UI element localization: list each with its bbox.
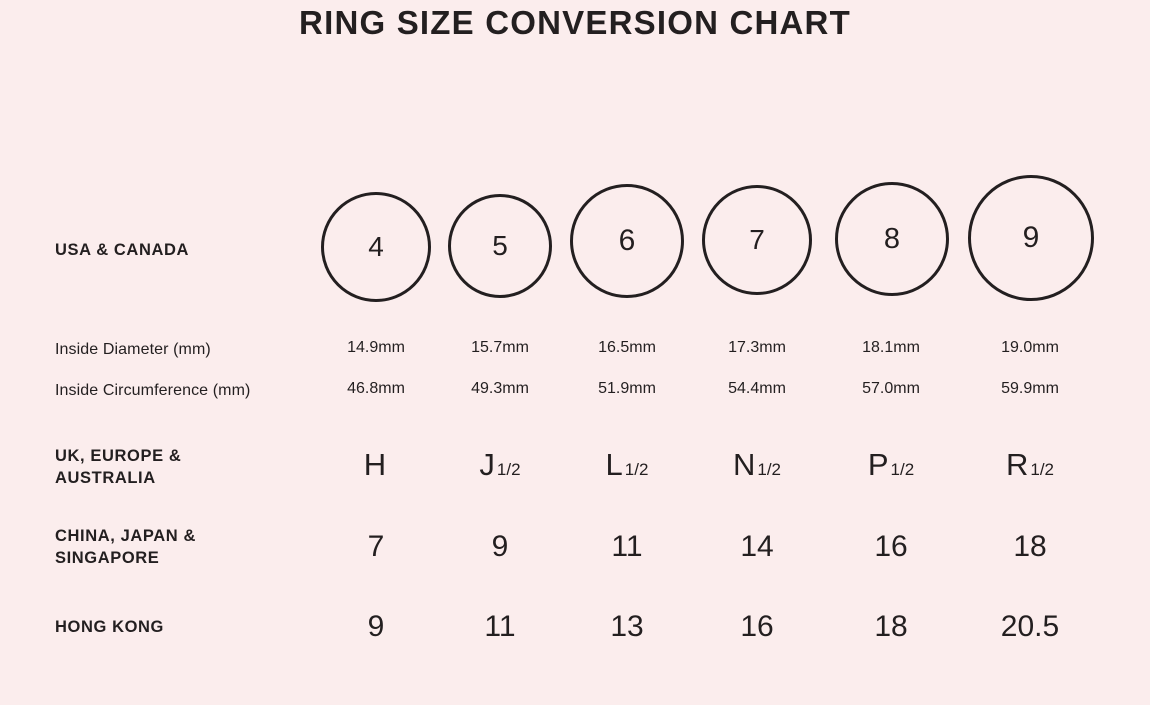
uk-size-value <box>733 447 781 483</box>
hong-kong-size-value: 9 <box>367 610 385 643</box>
china-size-value: 9 <box>491 530 509 563</box>
uk-size-fraction: 1/2 <box>757 460 782 479</box>
uk-size-value <box>868 447 914 483</box>
ring-size-conversion-chart <box>0 42 1150 662</box>
hong-kong-size-value: 18 <box>874 610 908 643</box>
row-label-inside-circumference: Inside Circumference (mm) <box>55 382 251 399</box>
page-title: RING SIZE CONVERSION CHART <box>299 4 851 41</box>
hong-kong-size-value: 16 <box>740 610 774 643</box>
china-size-value: 11 <box>611 530 643 563</box>
row-label-inside-diameter: Inside Diameter (mm) <box>55 341 211 358</box>
usa-canada-size-circle: 5 <box>448 194 552 298</box>
uk-size-value <box>364 447 388 483</box>
china-size-value: 14 <box>740 530 774 563</box>
inside-circumference-value: 51.9mm <box>598 380 656 397</box>
uk-size-value <box>479 447 520 483</box>
uk-size-letter: L <box>605 447 623 482</box>
row-label-uk-europe-australia: UK, EUROPE & AUSTRALIA <box>55 447 182 488</box>
uk-size-fraction: 1/2 <box>496 460 521 479</box>
inside-diameter-value: 14.9mm <box>347 339 405 356</box>
row-label-hong-kong: HONG KONG <box>55 618 164 636</box>
uk-size-value <box>1006 447 1054 483</box>
inside-circumference-value: 59.9mm <box>1001 380 1059 397</box>
inside-circumference-value: 57.0mm <box>862 380 920 397</box>
hong-kong-size-value: 13 <box>610 610 644 643</box>
usa-canada-size-circle: 4 <box>321 192 431 302</box>
inside-diameter-value: 19.0mm <box>1001 339 1059 356</box>
uk-size-fraction: 1/2 <box>1030 460 1055 479</box>
inside-circumference-value: 46.8mm <box>347 380 405 397</box>
usa-canada-size-circle: 7 <box>702 185 812 295</box>
inside-circumference-value: 49.3mm <box>471 380 529 397</box>
china-size-value: 16 <box>874 530 908 563</box>
row-label-china-japan-singapore: CHINA, JAPAN & SINGAPORE <box>55 527 197 568</box>
inside-diameter-value: 17.3mm <box>728 339 786 356</box>
hong-kong-size-value: 11 <box>484 610 516 643</box>
usa-canada-size-circle: 6 <box>570 184 684 298</box>
usa-canada-size-circle: 8 <box>835 182 949 296</box>
uk-size-letter: N <box>732 447 756 482</box>
inside-diameter-value: 16.5mm <box>598 339 656 356</box>
uk-size-letter: R <box>1005 447 1029 482</box>
inside-diameter-value: 18.1mm <box>862 339 920 356</box>
inside-diameter-value: 15.7mm <box>471 339 529 356</box>
uk-size-fraction: 1/2 <box>890 460 915 479</box>
uk-size-letter: J <box>479 447 495 482</box>
usa-canada-circle-row <box>0 162 1150 302</box>
hong-kong-size-value: 20.5 <box>1000 610 1060 643</box>
uk-size-letter: P <box>867 447 889 482</box>
row-label-usa-canada: USA & CANADA <box>55 241 190 259</box>
usa-canada-size-circle: 9 <box>968 175 1094 301</box>
inside-circumference-value: 54.4mm <box>728 380 786 397</box>
uk-size-value <box>606 447 649 483</box>
uk-size-fraction: 1/2 <box>624 460 649 479</box>
china-size-value: 7 <box>367 530 385 563</box>
china-size-value: 18 <box>1013 530 1047 563</box>
uk-size-letter: H <box>363 447 387 482</box>
